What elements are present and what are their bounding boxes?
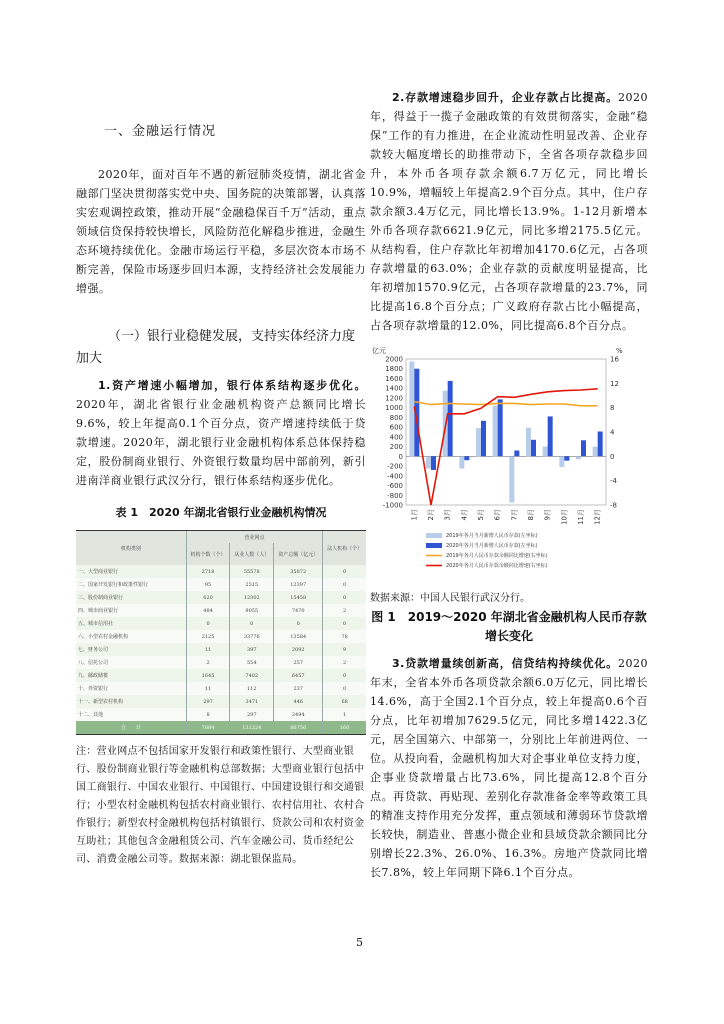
page-number: 5 <box>356 936 363 949</box>
table-cell-assets: 446 <box>274 695 323 708</box>
bar-2019 <box>409 361 414 456</box>
left-tick-label: 600 <box>389 423 403 432</box>
table-cell-legal: 0 <box>323 578 366 591</box>
table-row <box>76 643 366 656</box>
table-cell-count: 484 <box>186 604 230 617</box>
x-tick-label: 9月 <box>543 509 552 521</box>
table-cell-type: 八、信托公司 <box>76 656 186 669</box>
left-tick-label: 1400 <box>385 384 403 393</box>
paragraph-3-lead: 3.贷款增量续创新高，信贷结构持续优化。 <box>392 657 618 670</box>
bar-2019 <box>526 428 531 457</box>
x-tick-label: 7月 <box>510 509 519 521</box>
table-cell-legal: 9 <box>323 643 366 656</box>
bar-2020 <box>514 450 519 456</box>
x-tick-label: 3月 <box>443 509 452 521</box>
table-cell-legal: 2 <box>323 604 366 617</box>
table-cell-staff: 2515 <box>230 578 274 591</box>
right-tick-label: -8 <box>610 501 617 510</box>
table-cell-staff: 3471 <box>230 695 274 708</box>
table-row <box>76 565 366 578</box>
col-header-type: 机构类别 <box>76 531 186 565</box>
table-cell-type: 一、大型商业银行 <box>76 565 186 578</box>
x-tick-label: 5月 <box>477 509 485 521</box>
x-tick-label: 1月 <box>410 509 419 521</box>
bar-2020 <box>431 456 436 470</box>
figure-caption: 图 1 2019～2020 年湖北省金融机构人民币存款增长变化 <box>371 610 647 643</box>
left-tick-label: 2000 <box>385 355 403 364</box>
table-cell-count: 297 <box>186 695 230 708</box>
bar-2020 <box>481 421 486 457</box>
total-label: 合 计 <box>76 721 186 734</box>
right-axis-unit: % <box>616 347 623 355</box>
legend-swatch <box>426 543 442 548</box>
table-cell-type: 十、外资银行 <box>76 682 186 695</box>
table-cell-staff: 554 <box>230 656 274 669</box>
table-cell-assets: 257 <box>274 656 323 669</box>
paragraph-1-body: 2020年，湖北省银行业金融机构资产总额同比增长9.6%，较上年提高0.1个百分点，资产增速持续低于贷款增速。2020年，湖北银行业金融机构体系总体保持稳定，股份制商业银行、外资银行数量均居中部前列，新引进南洋商业银行武汉分行，银行体系结构逐步优化。 <box>76 398 366 487</box>
table-cell-legal: 1 <box>323 708 366 721</box>
paragraph-2-lead: 2.存款增速稳步回升，企业存款占比提高。 <box>392 91 618 104</box>
paragraph-3 <box>370 654 648 882</box>
left-tick-label: -1000 <box>382 501 403 510</box>
table-row <box>76 682 366 695</box>
table-body <box>76 565 366 721</box>
left-tick-label: 400 <box>389 433 403 442</box>
table-cell-staff: 0 <box>230 617 274 630</box>
section-title: 一、金融运行情况 <box>104 124 217 139</box>
table-cell-staff: 55578 <box>230 565 274 578</box>
right-tick-label: 4 <box>610 428 615 437</box>
table-cell-assets: 6457 <box>274 669 323 682</box>
bar-2019 <box>543 447 548 457</box>
table-cell-type: 四、城市商业银行 <box>76 604 186 617</box>
left-tick-label: -200 <box>387 462 403 471</box>
table-row <box>76 669 366 682</box>
left-column <box>76 82 366 869</box>
col-header-staff: 从业人数（人） <box>230 543 274 565</box>
col-header-legal: 法人机构（个） <box>323 531 366 565</box>
table-cell-assets: 13584 <box>274 630 323 643</box>
table-cell-legal: 68 <box>323 695 366 708</box>
bar-2019 <box>593 447 598 457</box>
total-assets: 86756 <box>274 721 323 734</box>
table-cell-staff: 297 <box>230 708 274 721</box>
col-header-group: 营业网点 <box>186 531 323 543</box>
x-tick-label: 2月 <box>427 509 435 521</box>
table-cell-type: 九、邮政储蓄 <box>76 669 186 682</box>
table-cell-staff: 397 <box>230 643 274 656</box>
col-header-count: 机构个数（个） <box>186 543 230 565</box>
total-staff: 131224 <box>230 721 274 734</box>
table-cell-count: 2125 <box>186 630 230 643</box>
table-cell-count: 11 <box>186 643 230 656</box>
table-cell-count: 0 <box>186 617 230 630</box>
table-cell-type: 十二、其他 <box>76 708 186 721</box>
bar-2020 <box>531 440 536 457</box>
plot-frame <box>406 359 606 505</box>
table-cell-count: 11 <box>186 682 230 695</box>
table-cell-type: 七、财务公司 <box>76 643 186 656</box>
institutions-table <box>76 530 366 735</box>
right-tick-label: 12 <box>610 379 619 388</box>
deposit-chart <box>370 345 640 583</box>
bar-2019 <box>576 456 581 459</box>
left-tick-label: 200 <box>389 443 403 452</box>
bar-2020 <box>581 440 586 456</box>
right-tick-label: 0 <box>610 452 615 461</box>
table-row <box>76 708 366 721</box>
table-cell-assets: 35872 <box>274 565 323 578</box>
table-cell-staff: 9055 <box>230 604 274 617</box>
table-cell-count: 8 <box>186 708 230 721</box>
left-tick-label: 1200 <box>385 394 403 403</box>
bar-2019 <box>476 428 481 456</box>
x-tick-label: 6月 <box>493 509 502 521</box>
table-cell-staff: 33776 <box>230 630 274 643</box>
x-tick-label: 12月 <box>593 509 602 525</box>
table-cell-legal: 0 <box>323 617 366 630</box>
table-row <box>76 617 366 630</box>
table-cell-type: 六、小型农村金融机构 <box>76 630 186 643</box>
table-cell-type: 十一、新型农村机构 <box>76 695 186 708</box>
table-cell-type: 三、股份制商业银行 <box>76 591 186 604</box>
table-total-row <box>76 721 366 734</box>
legend-label: 2020年各月人民币存款余额同比增速(右坐标) <box>446 563 548 569</box>
table-cell-assets: 2494 <box>274 708 323 721</box>
table-cell-assets: 7470 <box>274 604 323 617</box>
table-cell-assets: 15458 <box>274 591 323 604</box>
bar-2019 <box>559 456 564 467</box>
table-cell-assets: 237 <box>274 682 323 695</box>
right-column <box>370 88 648 882</box>
table-cell-legal: 0 <box>323 669 366 682</box>
table-row <box>76 591 366 604</box>
table-title: 表 1 2020 年湖北省银行业金融机构情况 <box>115 506 327 519</box>
bar-2020 <box>498 399 503 456</box>
table-cell-count: 620 <box>186 591 230 604</box>
table-cell-assets: 2092 <box>274 643 323 656</box>
bar-2019 <box>509 456 514 502</box>
col-header-assets: 资产总额（亿元） <box>274 543 323 565</box>
table-note: 注：营业网点不包括国家开发银行和政策性银行、大型商业银行、股份制商业银行等金融机构总部数据；大型商业银行包括中国工商银行、中国农业银行、中国银行、中国建设银行和交通银行；小型农村金融机构包括农村商业银行、农村信用社、农村合作银行；新型农村金融机构包括村镇银行、贷款公司和农村资金互助社；其他包含金融租赁公司、汽车金融公司、货币经纪公司、消费金融公司等。数据来源：湖北银保监局。 <box>76 746 365 865</box>
subsection-title: （一）银行业稳健发展，支持实体经济力度加大 <box>76 329 356 366</box>
left-tick-label: 1600 <box>385 374 403 383</box>
left-tick-label: -600 <box>387 482 403 491</box>
table-row <box>76 630 366 643</box>
left-axis-unit: 亿元 <box>372 347 386 355</box>
table-cell-legal: 78 <box>323 630 366 643</box>
table-cell-type: 五、城市信用社 <box>76 617 186 630</box>
x-tick-label: 8月 <box>527 509 535 521</box>
table-cell-count: 1645 <box>186 669 230 682</box>
right-tick-label: 8 <box>610 404 615 413</box>
bar-2020 <box>548 416 553 456</box>
bar-2020 <box>564 456 569 460</box>
table-cell-legal: 0 <box>323 565 366 578</box>
table-cell-assets: 12397 <box>274 578 323 591</box>
table-cell-count: 95 <box>186 578 230 591</box>
left-tick-label: 0 <box>398 452 403 461</box>
paragraph-2 <box>370 88 648 335</box>
left-tick-label: 1000 <box>385 404 403 413</box>
line-series-2019 <box>414 402 597 406</box>
total-count: 7884 <box>186 721 230 734</box>
x-tick-label: 4月 <box>460 509 469 521</box>
figure-source: 数据来源：中国人民银行武汉分行。 <box>370 593 530 604</box>
left-tick-label: -400 <box>387 472 403 481</box>
right-tick-label: -4 <box>610 477 617 486</box>
table-cell-staff: 112 <box>230 682 274 695</box>
line-series-2020 <box>414 389 597 505</box>
table-cell-legal: 0 <box>323 591 366 604</box>
table-cell-count: 2 <box>186 656 230 669</box>
deposit-chart-svg <box>370 345 640 583</box>
paragraph-1 <box>76 376 366 490</box>
paragraph-3-body: 2020年末，全省本外币各项贷款余额6.0万亿元，同比增长14.6%，高于全国2.1个百分点，较上年提高0.6个百分点，比年初增加7629.5亿元，同比多增1422.3亿元，居全国第六、中部第一，分别比上年前进两位、一位。从投向看，金融机构加大对企事业单位支持力度，企事业贷款增量占比73.6%，同比提高12.8个百分点。再贷款、再贴现、差别化存款准备金率等政策工具的精准支持作用充分发挥，重点领域和薄弱环节贷款增长较快，制造业、普惠小微企业和县域贷款余额同比分别增长22.3%、26.0%、16.3%。房地产贷款同比增长7.8%，较上年同期下降6.1个百分点。 <box>370 657 648 879</box>
legend-label: 2019年各月当月新增人民币存款(左坐标) <box>446 533 538 539</box>
legend-label: 2020年各月当月新增人民币存款(左坐标) <box>446 543 538 549</box>
right-tick-label: 16 <box>610 355 619 364</box>
table-cell-staff: 12302 <box>230 591 274 604</box>
x-tick-label: 10月 <box>560 509 569 525</box>
left-tick-label: -800 <box>387 491 403 500</box>
bar-2020 <box>464 456 469 460</box>
left-tick-label: 800 <box>389 413 403 422</box>
table-row <box>76 656 366 669</box>
table-row <box>76 695 366 708</box>
table-cell-assets: 0 <box>274 617 323 630</box>
table-cell-legal: 2 <box>323 656 366 669</box>
table-row <box>76 578 366 591</box>
paragraph-2-body: 2020年，得益于一揽子金融政策的有效贯彻落实，金融“稳保”工作的有力推进，在企业流动性明显改善、企业存款较大幅度增长的助推带动下，全省各项存款稳步回升，本外币各项存款余额6.7万亿元，同比增长10.9%，增幅较上年提高2.9个百分点。其中，住户存款余额3.4万亿元，同比增长13.9%。1-12月新增本外币各项存款6621.9亿元，同比多增2175.5亿元。从结构看，住户存款比年初增加4170.6亿元，占各项存款增量的63.0%；企业存款的贡献度明显提高，比年初增加1570.9亿元，占各项存款增量的23.7%，同比提高16.8个百分点；广义政府存款占比小幅提高，占各项存款增量的12.0%，同比提高6.8个百分点。 <box>370 91 648 332</box>
table-cell-type: 二、国家开发银行和政策性银行 <box>76 578 186 591</box>
table-row <box>76 604 366 617</box>
bar-2020 <box>448 381 453 456</box>
table-cell-staff: 7402 <box>230 669 274 682</box>
bar-2020 <box>598 432 603 457</box>
paragraph-1-lead: 1.资产增速小幅增加，银行体系结构逐步优化。 <box>98 379 366 392</box>
table-cell-count: 2718 <box>186 565 230 578</box>
bar-2019 <box>426 456 431 468</box>
intro-paragraph: 2020年，面对百年不遇的新冠肺炎疫情，湖北省金融部门坚决贯彻落实党中央、国务院的决策部署，认真落实宏观调控政策，推动开展“金融稳保百千万”活动，重点领域信贷保持较快增长，风险防范化解稳步推进，金融生态环境持续优化。金融市场运行平稳，多层次资本市场不断完善，保险市场逐步回归本源，支持经济社会发展能力增强。 <box>76 168 366 295</box>
bar-2019 <box>493 406 498 457</box>
left-tick-label: 1800 <box>385 365 403 374</box>
x-tick-label: 11月 <box>577 509 585 525</box>
table-cell-legal: 0 <box>323 682 366 695</box>
legend-label: 2019年各月人民币存款余额同比增速(右坐标) <box>446 553 548 559</box>
legend-swatch <box>426 533 442 538</box>
bar-2019 <box>459 456 464 468</box>
total-legal: 160 <box>323 721 366 734</box>
